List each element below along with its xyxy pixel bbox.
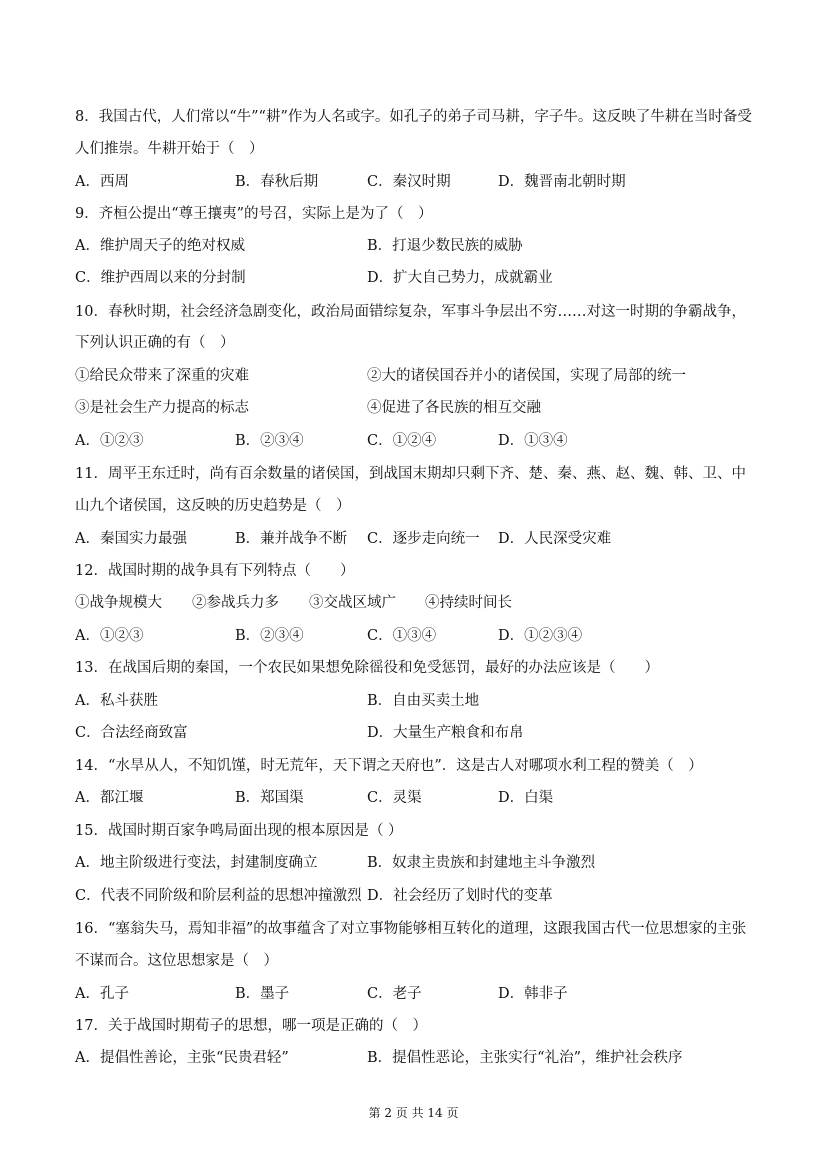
q11-option-d: D．人民深受灾难	[498, 531, 612, 547]
q9-stem: 9．齐桓公提出“尊王攘夷”的号召，实际上是为了（ ）	[75, 206, 433, 222]
q9-option-b: B．打退少数民族的威胁	[367, 238, 523, 254]
q16-option-b: B．墨子	[235, 986, 290, 1002]
q16-option-a: A．孔子	[75, 986, 129, 1002]
q11-option-c: C．逐步走向统一	[367, 531, 480, 547]
q12-item-2: ②参战兵力多	[192, 595, 279, 611]
q11-stem-line1: 11．周平王东迁时，尚有百余数量的诸侯国，到战国末期却只剩下齐、楚、秦、燕、赵、魏、韩、卫、中	[75, 466, 746, 482]
q12-item-1: ①战争规模大	[75, 595, 162, 611]
q10-option-d: D．①③④	[498, 433, 568, 449]
q10-option-a: A．①②③	[75, 433, 144, 449]
q16-option-c: C．老子	[367, 986, 422, 1002]
q14-stem: 14．“水旱从人，不知饥馑，时无荒年，天下谓之天府也”．这是古人对哪项水利工程的赞美（ ）	[75, 758, 703, 774]
q12-item-4: ④持续时间长	[425, 595, 512, 611]
q8-option-c: C．秦汉时期	[367, 174, 451, 190]
q8-stem-line2: 人们推崇。牛耕开始于（ ）	[75, 141, 264, 157]
q11-option-b: B．兼并战争不断	[235, 531, 348, 547]
q13-stem: 13．在战国后期的秦国，一个农民如果想免除徭役和免受惩罚，最好的办法应该是（ ）	[75, 660, 659, 676]
q10-item-3: ③是社会生产力提高的标志	[75, 400, 249, 416]
q12-stem: 12．战国时期的战争具有下列特点（ ）	[75, 563, 355, 579]
q10-stem-line1: 10．春秋时期，社会经济急剧变化，政治局面错综复杂，军事斗争层出不穷……对这一时期的争霸战争，	[75, 304, 746, 320]
q12-option-b: B．②③④	[235, 628, 304, 644]
q11-stem-line2: 山九个诸侯国，这反映的历史趋势是（ ）	[75, 498, 351, 514]
q13-option-a: A．私斗获胜	[75, 693, 158, 709]
q15-option-c: C．代表不同阶级和阶层利益的思想冲撞激烈	[75, 888, 362, 904]
q15-option-b: B．奴隶主贵族和封建地主斗争激烈	[367, 855, 596, 871]
q17-stem: 17．关于战国时期荀子的思想，哪一项是正确的（ ）	[75, 1018, 427, 1034]
q10-item-2: ②大的诸侯国吞并小的诸侯国，实现了局部的统一	[367, 368, 686, 384]
q12-item-3: ③交战区域广	[309, 595, 396, 611]
q10-option-b: B．②③④	[235, 433, 304, 449]
q12-option-a: A．①②③	[75, 628, 144, 644]
q10-item-1: ①给民众带来了深重的灾难	[75, 368, 249, 384]
q13-option-d: D．大量生产粮食和布帛	[367, 725, 524, 741]
q10-option-c: C．①②④	[367, 433, 437, 449]
q17-option-b: B．提倡性恶论，主张实行“礼治”，维护社会秩序	[367, 1050, 683, 1066]
q14-option-c: C．灵渠	[367, 790, 422, 806]
q15-option-d: D．社会经历了划时代的变革	[367, 888, 553, 904]
q9-option-c: C．维护西周以来的分封制	[75, 270, 246, 286]
q8-option-b: B．春秋后期	[235, 174, 319, 190]
q8-stem-line1: 8．我国古代，人们常以“牛”“耕”作为人名或字。如孔子的弟子司马耕，字子牛。这反映了牛耕在当时备受	[75, 109, 752, 125]
q15-option-a: A．地主阶级进行变法，封建制度确立	[75, 855, 318, 871]
q16-stem-line2: 不谋而合。这位思想家是（ ）	[75, 953, 278, 969]
page-footer: 第 2 页 共 14 页	[368, 1106, 459, 1120]
q13-option-c: C．合法经商致富	[75, 725, 188, 741]
q13-option-b: B．自由买卖土地	[367, 693, 480, 709]
q12-option-d: D．①②③④	[498, 628, 583, 644]
q17-option-a: A．提倡性善论，主张“民贵君轻”	[75, 1050, 289, 1066]
q10-item-4: ④促进了各民族的相互交融	[367, 400, 541, 416]
q16-option-d: D．韩非子	[498, 986, 568, 1002]
q14-option-d: D．白渠	[498, 790, 554, 806]
q14-option-b: B．郑国渠	[235, 790, 304, 806]
q9-option-a: A．维护周天子的绝对权威	[75, 238, 245, 254]
q15-stem: 15．战国时期百家争鸣局面出现的根本原因是（ ）	[75, 823, 403, 839]
q10-stem-line2: 下列认识正确的有（ ）	[75, 335, 235, 351]
q16-stem-line1: 16．“塞翁失马，焉知非福”的故事蕴含了对立事物能够相互转化的道理，这跟我国古代一位思想家的主张	[75, 921, 747, 937]
q12-option-c: C．①③④	[367, 628, 437, 644]
q11-option-a: A．秦国实力最强	[75, 531, 187, 547]
q9-option-d: D．扩大自己势力，成就霸业	[367, 270, 553, 286]
q8-option-a: A．西周	[75, 174, 129, 190]
q8-option-d: D．魏晋南北朝时期	[498, 174, 626, 190]
q14-option-a: A．都江堰	[75, 790, 144, 806]
